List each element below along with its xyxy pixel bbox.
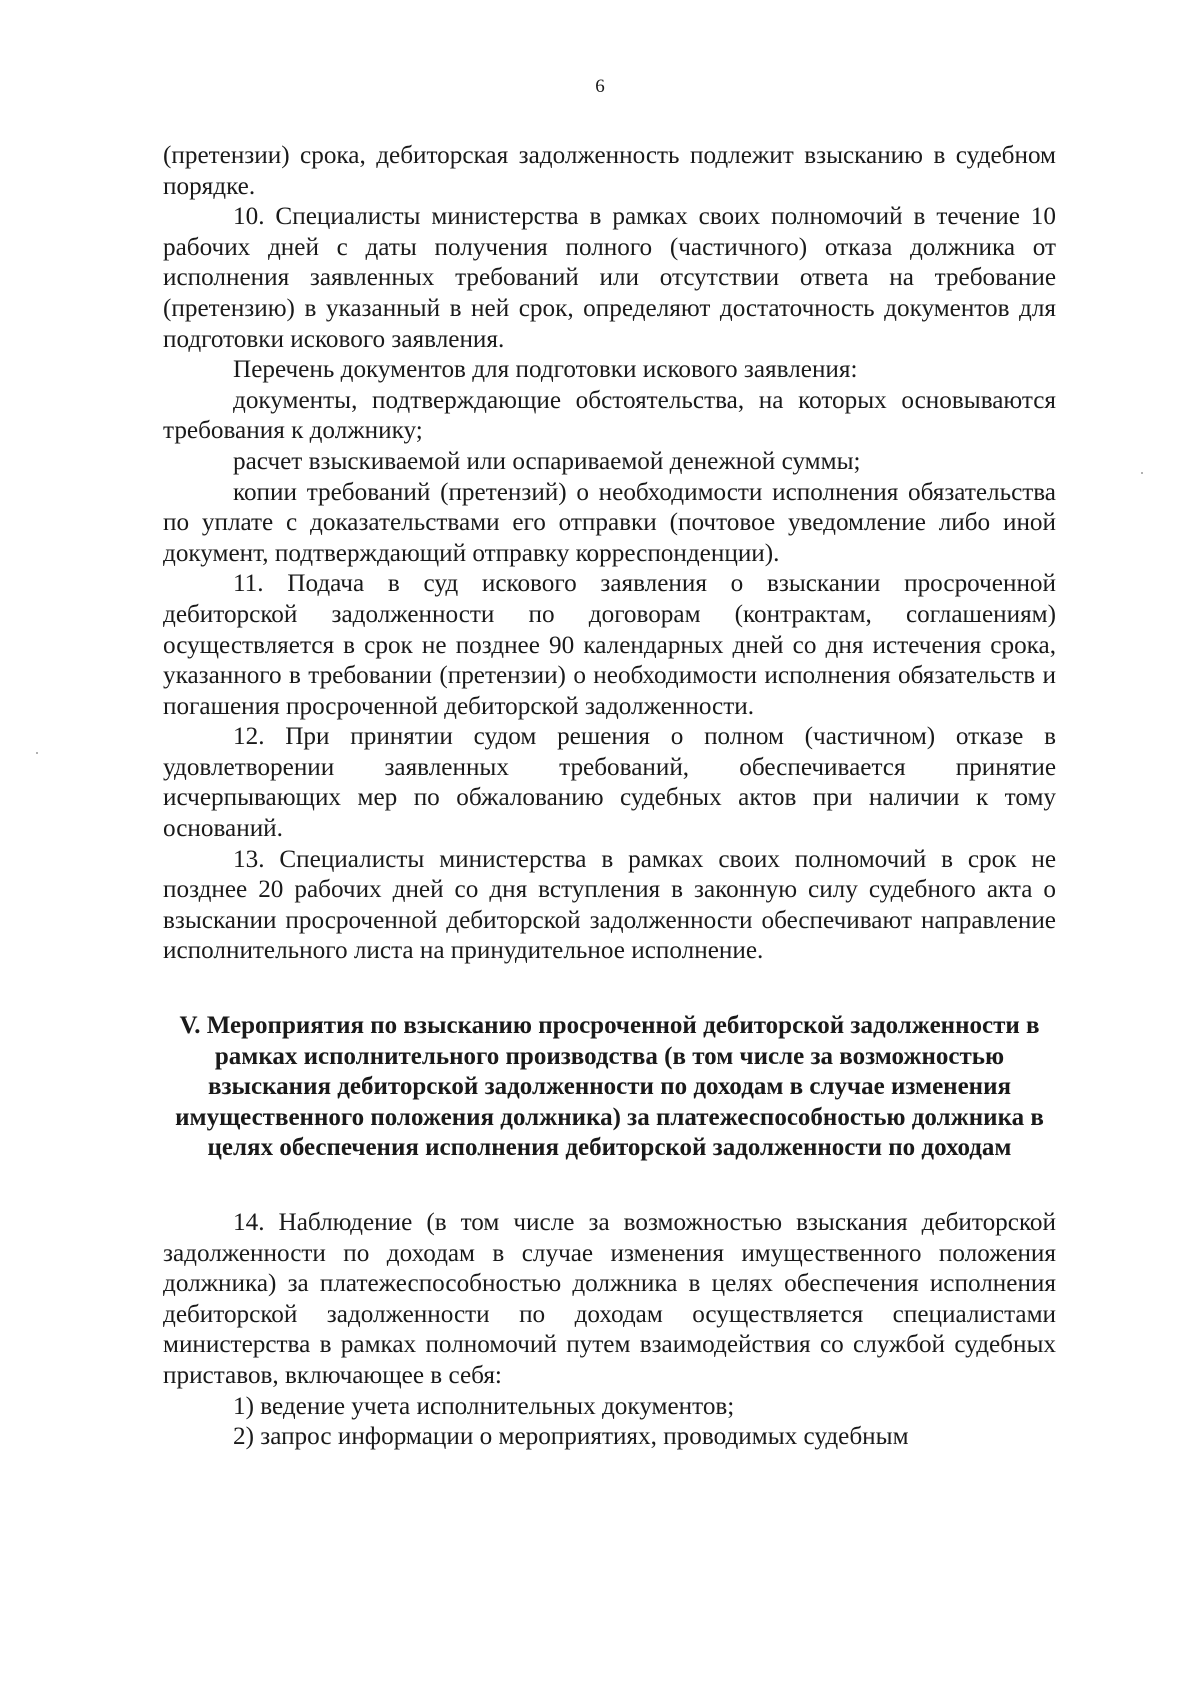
paragraph: 14. Наблюдение (в том числе за возможностью взыскания дебиторской задолженности по доходам в случае изменения имущественного положения должника) за платежеспособностью должника в целях обеспечения исполнения дебиторской задолженности по доходам осуществляется специалистами министерства в рамках полномочий путем взаимодействия со службой судебных приставов, включающее в себя: [163,1209,1056,1389]
paragraphs-after-section [163,1208,1056,1453]
scan-speck [36,752,38,754]
paragraph: 10. Специалисты министерства в рамках своих полномочий в течение 10 рабочих дней с даты получения полного (частичного) отказа должника от исполнения заявленных требований или отсутствии ответа на требование (претензию) в указанный в ней срок, определяют достаточность документов для подготовки искового заявления. [163,203,1056,353]
paragraph: 12. При принятии судом решения о полном (частичном) отказе в удовлетворении заявленных требований, обеспечивается принятие исчерпывающих мер по обжалованию судебных актов при наличии к тому оснований. [163,723,1056,843]
paragraph: 13. Специалисты министерства в рамках своих полномочий в срок не позднее 20 рабочих дней со дня вступления в законную силу судебного акта о взыскании просроченной дебиторской задолженности обеспечивают направление исполнительного листа на принудительное исполнение. [163,845,1056,965]
document-body [163,141,1056,1453]
paragraph: 1) ведение учета исполнительных документов; [233,1392,735,1420]
paragraph: документы, подтверждающие обстоятельства, на которых основываются требования к должнику; [163,386,1056,445]
scan-speck [1141,472,1143,474]
paragraphs-before-section [163,141,1056,967]
paragraph: копии требований (претензий) о необходимости исполнения обязательства по уплате с доказательствами его отправки (почтовое уведомление либо иной документ, подтверждающий отправку корреспонденции). [163,478,1056,567]
paragraph: 11. Подача в суд искового заявления о взыскании просроченной дебиторской задолженности по договорам (контрактам, соглашениям) осуществляется в срок не позднее 90 календарных дней со дня истечения срока, указанного в требовании (претензии) о необходимости исполнения обязательств и погашения просроченной дебиторской задолженности. [163,570,1056,720]
page-number: 6 [595,76,605,97]
section-heading: V. Мероприятия по взысканию просроченной дебиторской задолженности в рамках исполнительного производства (в том числе за возможностью взыскания дебиторской задолженности по доходам в случае изменения имущественного положения должника) за платежеспособностью должника в целях обеспечения исполнения дебиторской задолженности по доходам [175,1012,1044,1162]
paragraph: Перечень документов для подготовки искового заявления: [233,356,858,384]
paragraph: 2) запрос информации о мероприятиях, проводимых судебным [233,1423,909,1451]
paragraph: (претензии) срока, дебиторская задолженность подлежит взысканию в судебном порядке. [163,142,1056,200]
paragraph: расчет взыскиваемой или оспариваемой денежной суммы; [233,447,861,475]
